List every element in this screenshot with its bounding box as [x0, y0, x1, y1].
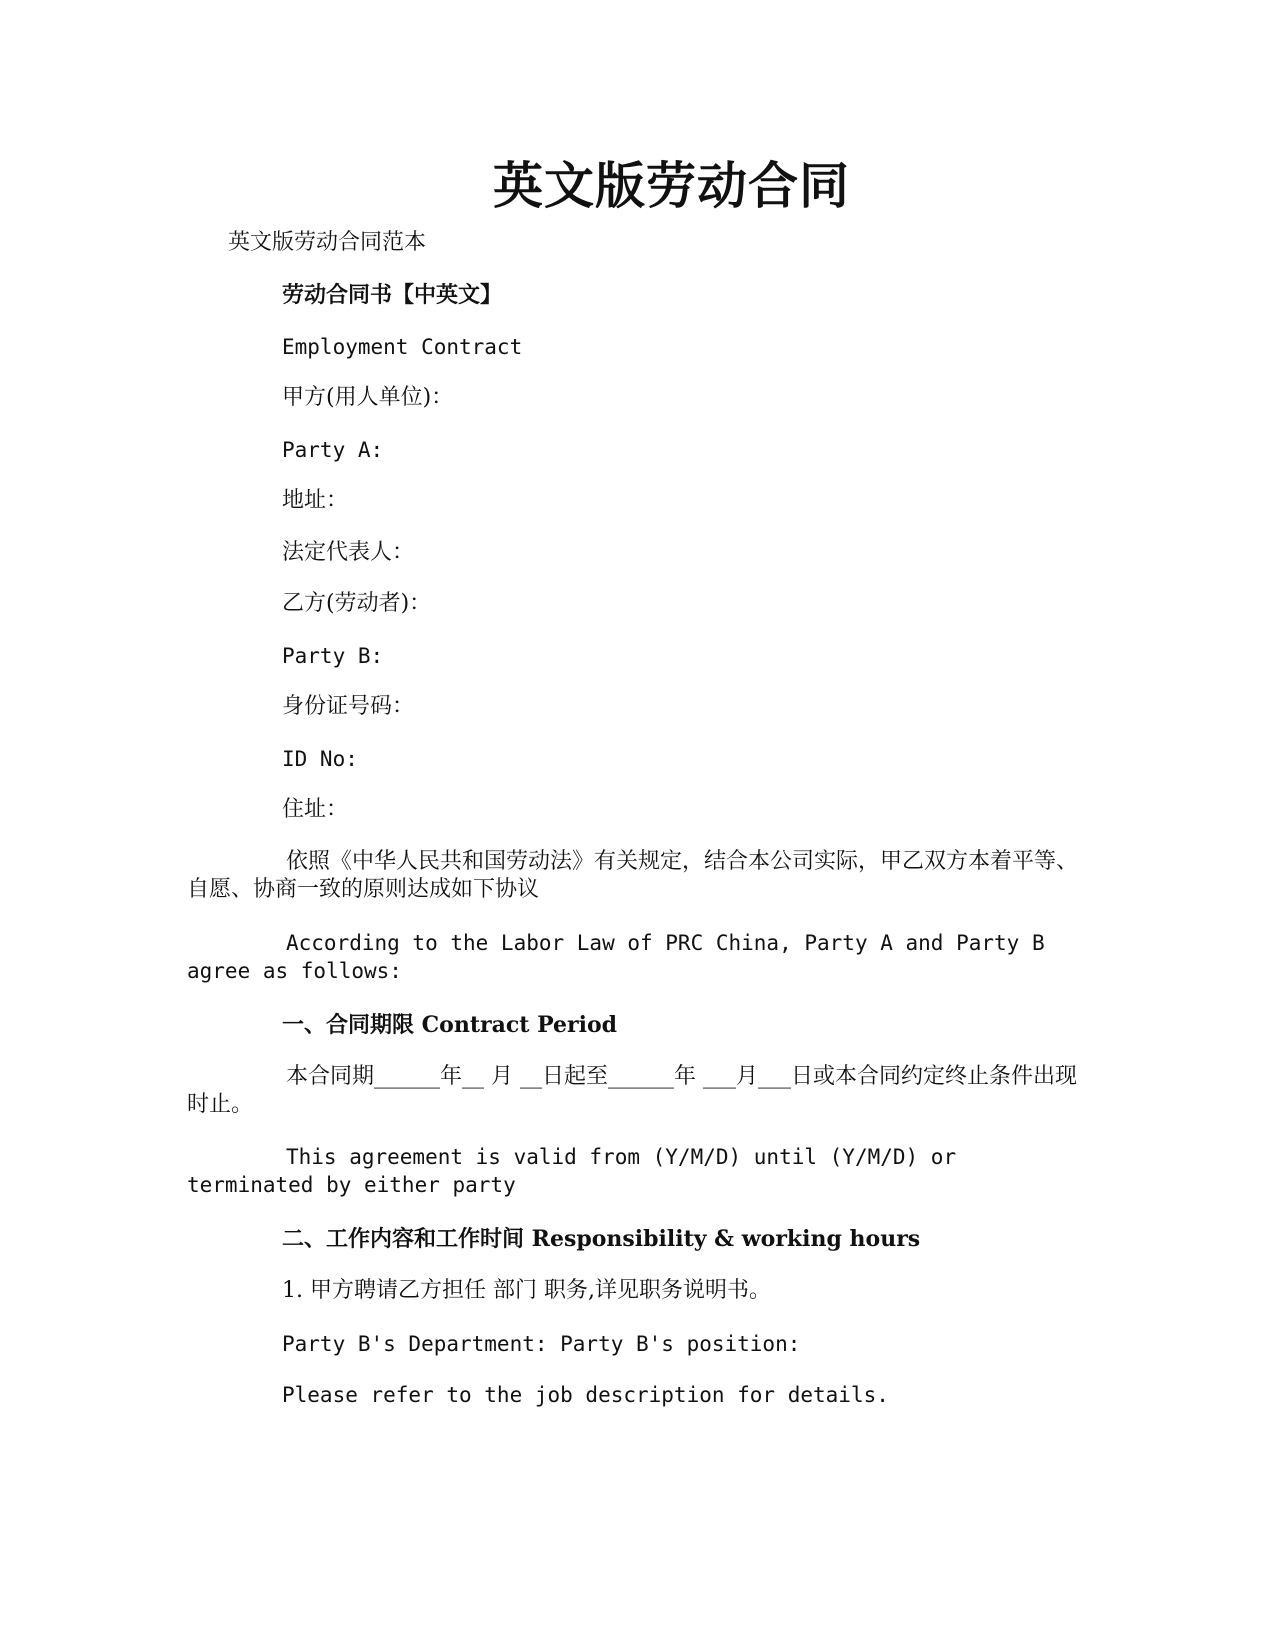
section-2-item-1-en-details: Please refer to the job description for details.: [282, 1383, 889, 1407]
party-b-cn-label: 乙方(劳动者)：: [282, 591, 432, 616]
section-1-heading: 一、合同期限 Contract Period: [282, 1012, 618, 1038]
id-number-cn-label: 身份证号码：: [282, 694, 415, 719]
residence-label: 住址：: [282, 797, 349, 822]
section-1-paragraph-cn: 本合同期______年__ 月 __日起至______年 ___月___日或本合同约定终止条件出现时止。: [187, 1064, 1077, 1117]
party-a-cn-label: 甲方(用人单位)：: [282, 385, 454, 410]
address-label: 地址：: [282, 488, 349, 513]
party-b-en-label: Party B:: [282, 644, 384, 668]
contract-heading: 劳动合同书【中英文】: [282, 282, 503, 308]
section-2-item-1-en: Party B's Department: Party B's position:: [282, 1332, 801, 1356]
document-title: 英文版劳动合同: [493, 156, 850, 215]
party-a-en-label: Party A:: [282, 438, 384, 462]
document-subtitle: 英文版劳动合同范本: [228, 230, 427, 255]
id-number-en-label: ID No:: [282, 747, 358, 771]
section-2-heading: 二、工作内容和工作时间 Responsibility & working hours: [282, 1226, 921, 1252]
section-2-item-1-cn: 1. 甲方聘请乙方担任 部门 职务,详见职务说明书。: [282, 1278, 771, 1303]
legal-representative-label: 法定代表人：: [282, 540, 415, 565]
intro-paragraph-cn: 依照《中华人民共和国劳动法》有关规定，结合本公司实际，甲乙双方本着平等、自愿、协商一致的原则达成如下协议: [187, 849, 1079, 902]
section-1-paragraph-en: This agreement is valid from (Y/M/D) until (Y/M/D) or terminated by either party: [187, 1145, 957, 1197]
employment-contract-label: Employment Contract: [282, 335, 523, 359]
intro-paragraph-en: According to the Labor Law of PRC China, Party A and Party B agree as follows:: [187, 931, 1045, 983]
